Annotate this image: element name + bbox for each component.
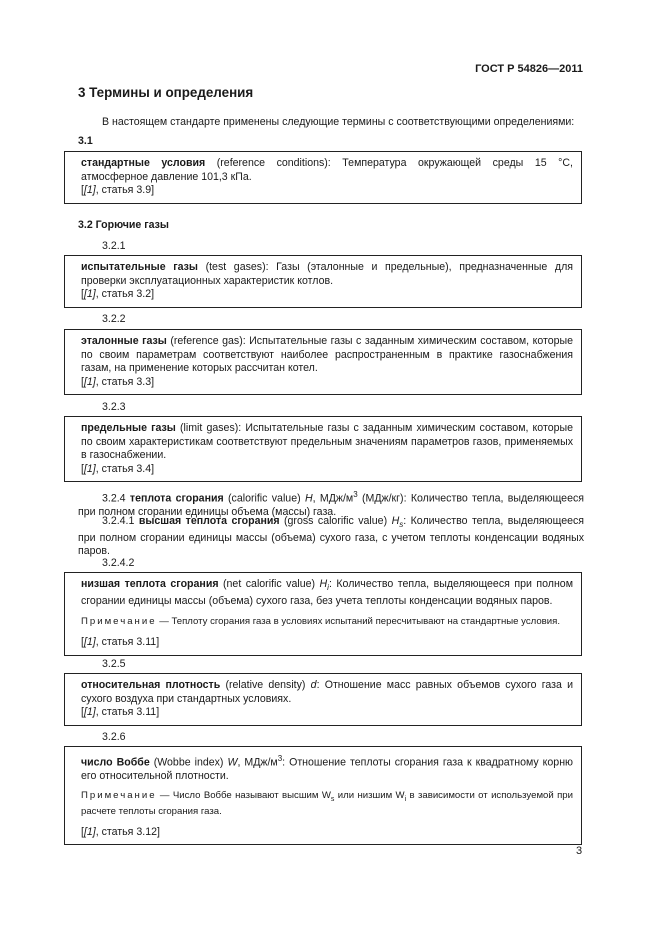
note: Примечание — Число Воббе называют высшим $W_s$ или низшим $W_i$ в зависимости от используемой при расчете теплоты сгорания газа. (81, 789, 574, 817)
term-number-3-2-4-2: 3.2.4.2 (102, 557, 135, 569)
subsection-title: 3.2 Горючие газы (78, 219, 169, 231)
term-box-3-2-2: эталонные газы (reference gas): Испытательные газы с заданным химическим составом, которые по своим параметрам соответствуют наиболее распространенным в практике газоснабжения газам, на применение которых рассчитан котел. [[1], статья 3.3] (64, 329, 582, 395)
term-box-3-2-3: предельные газы (limit gases): Испытательные газы с заданным химическим составом, которые по своим характеристикам соответствуют предельным значениям параметров газов, применяемых в газоснабжении. [[1], статья 3.4] (64, 416, 582, 482)
term-reference: [[1], статья 3.9] (81, 184, 155, 197)
note: Примечание — Теплоту сгорания газа в условиях испытаний пересчитывают на стандартные условия. (81, 616, 560, 628)
section-title: 3 Термины и определения (78, 85, 254, 100)
intro-text: В настоящем стандарте применены следующие термины с соответствующими определениями: (102, 116, 575, 128)
term-definition: (reference conditions): Температура окружающей среды 15 °С, атмосферное давление 101,3 кПа. (81, 157, 573, 183)
term-reference: [[1], статья 3.11] (81, 636, 160, 649)
term-reference: [[1], статья 3.3] (81, 375, 155, 388)
term-3-2-4-1: 3.2.4.1 высшая теплота сгорания (gross calorific value) $H_s$: Количество тепла, выделяющееся при полном сгорании единицы массы (объема) сухого газа, с учетом теплоты конденсации водяных паров. (78, 515, 585, 558)
term-number-3-2-2: 3.2.2 (102, 313, 126, 325)
term-number-3-2-5: 3.2.5 (102, 658, 126, 670)
term-number-3-1: 3.1 (78, 135, 93, 147)
term-reference: [[1], статья 3.12] (81, 825, 160, 838)
term-box-3-1 (64, 151, 582, 204)
term-box-3-2-1: испытательные газы (test gases): Газы (эталонные и предельные), предназначенные для проверки эксплуатационных характеристик котлов. [[1], статья 3.2] (64, 255, 582, 308)
term-number-3-2-3: 3.2.3 (102, 401, 126, 413)
term-reference: [[1], статья 3.11] (81, 706, 160, 719)
term-name: стандартные условия (81, 157, 206, 169)
standard-header: ГОСТ Р 54826—2011 (475, 63, 583, 75)
term-number-3-2-6: 3.2.6 (102, 731, 126, 743)
term-reference: [[1], статья 3.4] (81, 462, 155, 475)
term-reference: [[1], статья 3.2] (81, 288, 155, 301)
term-box-3-2-4-2: низшая теплота сгорания (net calorific value) $H_i$: Количество тепла, выделяющееся при полном сгорании единицы массы (объема) сухого газа, без учета теплоты конденсации водяных паров. Примечание — Теплоту сгорания газа в условиях испытаний пересчитывают на стандартные условия. [[1], статья 3.11] (64, 572, 582, 656)
term-3-2-4: 3.2.4 теплота сгорания (calorific value) H, МДж/$м^3$ (МДж/кг): Количество тепла, выделяющееся при полном сгорании единицы объема (массы) газа. (78, 490, 585, 519)
page-number: 3 (576, 845, 583, 857)
term-box-3-2-6: число Воббе (Wobbe index) W, МДж/$м^3$: Отношение теплоты сгорания газа к квадратному корню его относительной плотности. Примечание — Число Воббе называют высшим $W_s$ или низшим $W_i$ в зависимости от используемой при расчете теплоты сгорания газа. [[1], статья 3.12] (64, 746, 582, 845)
term-box-3-2-5: относительная плотность (relative density) d: Отношение масс равных объемов сухого газа и сухого воздуха при стандартных условиях. [[1], статья 3.11] (64, 673, 582, 726)
term-number-3-2-1: 3.2.1 (102, 240, 126, 252)
